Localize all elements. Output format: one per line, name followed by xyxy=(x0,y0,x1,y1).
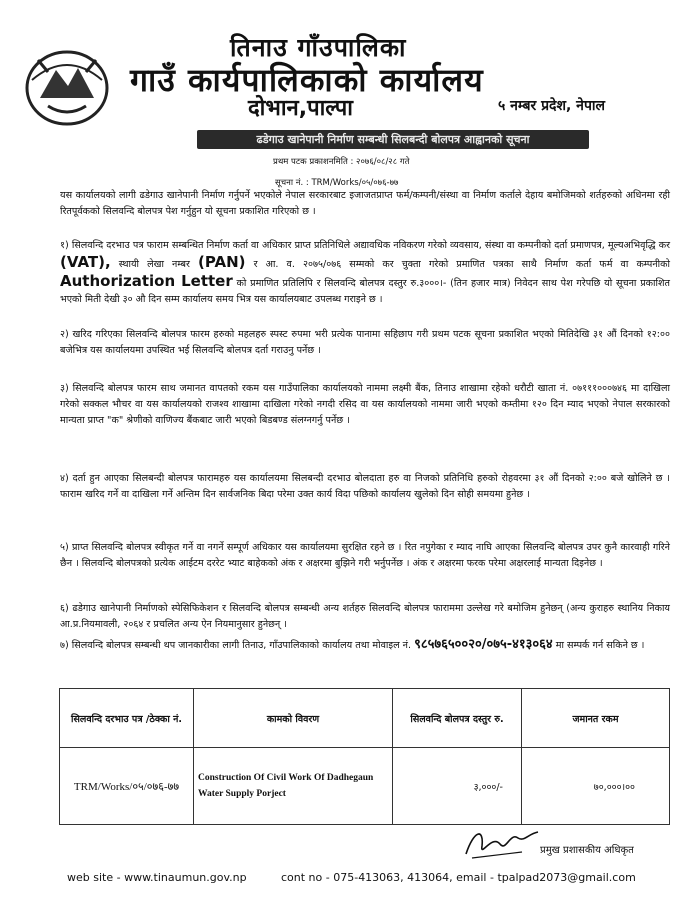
clause-1-text-c: र आ. व. २०७५/०७६ सम्मको कर चुक्ता गरेको प्रमाणित पत्रका साथै निर्माण कर्ता फर्म वा कम्पनीको xyxy=(253,259,670,270)
notice-intro: यस कार्यालयको लागी ढडेगाउ खानेपानी निर्माण गर्नुपर्ने भएकोले नेपाल सरकारबाट इजाजतप्राप्त फर्म/कम्पनी/संस्था वा निर्माण कर्ताले देहाय बमोजिमको शर्तहरुको अधिनमा रही रितपूर्वकको सिलवन्दि बोलपत्र पेश गर्नुहुन यो सूचना प्रकाशित गरिएको छ । xyxy=(60,190,670,217)
cell-contract-no: TRM/Works/०५/०७६-७७ xyxy=(60,748,194,825)
clause-7-text-a: ७) सिलवन्दि बोलपत्र सम्बन्धी थप जानकारीका लागी तिनाउ, गाँउपालिकाको कार्यालय तथा मोवाइल नं. xyxy=(60,640,412,651)
municipality-name: तिनाउ गाँउपालिका xyxy=(230,33,407,62)
authorization-letter-label: Authorization Letter xyxy=(60,272,233,290)
contact-phone: ९८५७६५००२०/०७५-४१३०६४ xyxy=(414,637,553,652)
clause-7-text-b: मा सम्पर्क गर्न सकिने छ । xyxy=(555,640,645,651)
clause-1-text-a: १) सिलवन्दि दरभाउ पत्र फाराम सम्बन्धित निर्माण कर्ता वा अधिकार प्राप्त प्रतिनिधिले अद्यावधिक नविकरण गरेको व्यवसाय, संस्था वा कम्पनीको दर्ता प्रमाणपत्र, मूल्यअभिवृद्धि कर xyxy=(60,240,670,251)
column-header-fee: सिलवन्दि बोलपत्र दस्तुर रु. xyxy=(393,689,522,748)
cell-security: ७०,०००।०० xyxy=(522,748,670,825)
clause-6: ६) ढडेगाउ खानेपानी निर्माणको स्पेसिफिकेशन र सिलवन्दि बोलपत्र सम्बन्धी अन्य शर्तहरु सिलवन्दि बोलपत्र फाराममा उल्लेख गरे बमोजिम हुनेछन् (अन्य कुराहरु स्थानिय निकाय आ.प्र.नियमावली, २०६४ र प्रचलित अन्य ऐन नियमानुसार हुनेछन् । xyxy=(60,603,670,630)
column-header-description: कामको विवरण xyxy=(194,689,393,748)
cell-fee: ३,०००/- xyxy=(393,748,522,825)
municipality-emblem xyxy=(18,40,116,132)
clause-7 xyxy=(60,637,670,654)
table-header-row xyxy=(60,689,670,748)
province-label: ५ नम्बर प्रदेश, नेपाल xyxy=(498,98,606,114)
clause-5: ५) प्राप्त सिलवन्दि बोलपत्र स्वीकृत गर्ने वा नगर्ने सम्पूर्ण अधिकार यस कार्यालयमा सुरक्षित रहने छ । रित नपुगेका र म्याद नाघि आएका सिलवन्दि बोलपत्र उपर कुनै कारवाही गरिने छैन । सिलवन्दि बोलपत्रको प्रत्येक आईटम दररेट भ्याट बाहेकको अंक र अक्षरमा बुझिने गरी भर्नुपर्नेछ । अंक र अक्षरमा फरक परेमा अक्षरलाई मान्यता दिइनेछ । xyxy=(60,542,670,569)
publish-date: प्रथम पटक प्रकाशनमिति : २०७६/०८/२८ गते xyxy=(273,157,410,167)
office-location: दोभान,पाल्पा xyxy=(248,96,353,121)
clause-3: ३) सिलवन्दि बोलपत्र फारम साथ जमानत वापतको रकम यस गाउँपालिका कार्यालयको नाममा लक्ष्मी बैंक, तिनाउ शाखामा रहेको धरौटी खाता नं. ०७१११०००७४६ मा दाखिला गरेको सक्कल भौचर वा यस कार्यालयको राजश्व शाखामा दाखिला गरेको नगदी रसिद वा यस कार्यालयको नाममा जारी भएको कम्तीमा १२० दिन म्याद भएको नेपाल सरकारको मान्यता प्राप्त "क" श्रेणीको वाणिज्य बैंकबाट जारी भएको बिडबण्ड संलग्नगर्नु पर्नेछ । xyxy=(60,383,670,426)
column-header-security: जमानत रकम xyxy=(522,689,670,748)
bid-table xyxy=(59,688,670,825)
cell-description: Construction Of Civil Work Of Dadhegaun Water Supply Porject xyxy=(194,748,393,825)
notice-number: सूचना नं. : TRM/Works/०५/०७६-७७ xyxy=(275,178,399,188)
clause-1-text-b: स्थायी लेखा नम्बर xyxy=(118,259,190,270)
contact-text: cont no - 075-413063, 413064, email - tpalpad2073@gmail.com xyxy=(281,871,636,884)
clause-4: ४) दर्ता हुन आएका सिलबन्दी बोलपत्र फारामहरु यस कार्यालयमा सिलबन्दी दरभाउ बोलदाता हरु वा निजको प्रतिनिधि हरुको रोहवरमा ३१ औं दिनको २:०० बजे खोलिने छ । फाराम खरिद गर्ने वा दाखिला गर्ने अन्तिम दिन सार्वजनिक बिदा परेमा उक्त कार्य विदा पछिको कार्यालय खुलेको दिन सोही समयमा हुनेछ । xyxy=(60,473,670,500)
signature xyxy=(462,824,542,864)
table-row xyxy=(60,748,670,825)
clause-2: २) खरिद गरिएका सिलवन्दि बोलपत्र फारम हरुको महलहरु स्पस्ट रुपमा भरी प्रत्येक पानामा सहिछाप गरी प्रथम पटक सूचना प्रकाशित भएको मितिदेखि ३१ औं दिनको १२:०० बजेभित्र यस कार्यालयमा उपस्थित भई सिलवन्दि बोलपत्र दर्ता गराउनु पर्नेछ । xyxy=(60,329,670,356)
signatory-title: प्रमुख प्रशासकीय अधिकृत xyxy=(540,845,634,856)
clause-1 xyxy=(60,238,670,308)
website-text: web site - www.tinaumun.gov.np xyxy=(67,871,247,884)
notice-banner: ढडेगाउ खानेपानी निर्माण सम्बन्धी सिलबन्दी बोलपत्र आह्वानको सूचना xyxy=(197,130,589,149)
pan-label: (PAN) xyxy=(197,253,246,271)
vat-label: (VAT), xyxy=(60,253,111,271)
column-header-contract-no: सिलवन्दि दरभाउ पत्र /ठेक्का नं. xyxy=(60,689,194,748)
office-name: गाउँ कार्यपालिकाको कार्यालय xyxy=(130,61,484,99)
clause-1-text-d: को प्रमाणित प्रतिलिपि र सिलवन्दि बोलपत्र दस्तुर रु.३०००।- (तिन हजार मात्र) निवेदन साथ पेश गरेपछि यो सूचना प्रकाशित भएको मिती देखी ३० औ दिन सम्म कार्यालय समय भित्र यस कार्यालयबाट उपलब्ध गराइने छ । xyxy=(60,278,670,305)
